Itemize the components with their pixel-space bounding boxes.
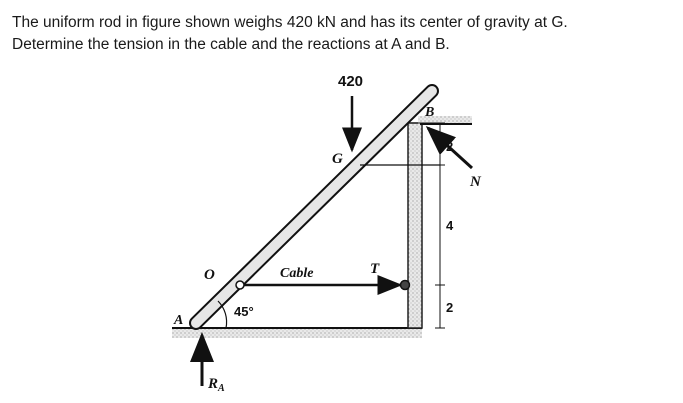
normal-force-label: N [470, 174, 481, 190]
point-o-label: O [204, 267, 215, 283]
column [408, 123, 422, 328]
cable-anchor-rod [236, 281, 244, 289]
rod-fill [196, 91, 435, 323]
dim-bottom-label: 2 [446, 300, 454, 315]
reaction-subscript: A [218, 383, 225, 394]
problem-line-1: The uniform rod in figure shown weighs 420 kN and has its center of gravity at G. [12, 14, 568, 31]
reaction-label [207, 376, 225, 394]
point-g-label: G [332, 151, 343, 167]
point-a-label: A [174, 313, 184, 328]
tension-label: T [370, 261, 380, 277]
problem-line-2: Determine the tension in the cable and the reactions at A and B. [12, 36, 450, 53]
ground [172, 328, 422, 338]
load-label: 420 [338, 73, 364, 90]
reaction-r: R [208, 376, 219, 392]
dim-top-label: 2 [446, 139, 454, 154]
cable-label: Cable [280, 266, 314, 281]
angle-label: 45° [234, 304, 254, 319]
dim-mid-label: 4 [446, 218, 454, 233]
cable-anchor-wall [401, 281, 410, 290]
point-b-label: B [425, 105, 435, 120]
